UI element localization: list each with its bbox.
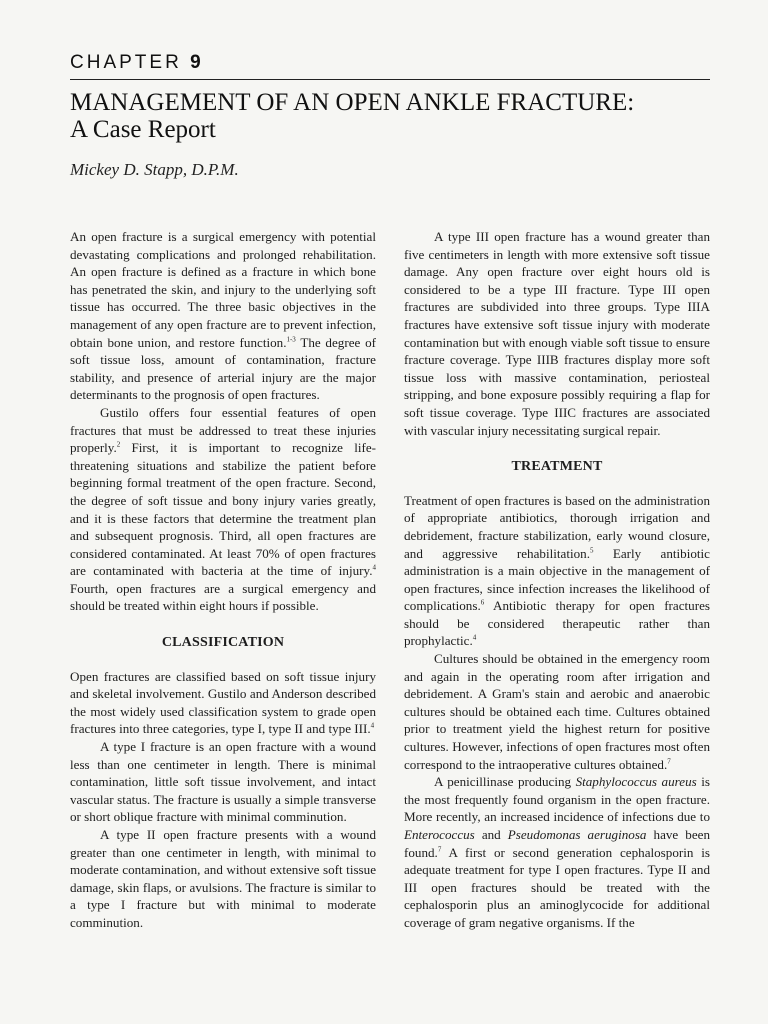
paragraph: Treatment of open fractures is based on the administration of appropriate antibiotics, thorough irrigation and debridement, fracture stabilization, early wound closure, and aggressive rehabilitation.$^5$ Early antibiotic administration is a main objective in the management of open fractures, since infection increases the likelihood of complications.$^6$ Antibiotic therapy for open fractures should be considered therapeutic rather than prophylactic.$^4$ [404,492,710,649]
author-byline: Mickey D. Stapp, D.P.M. [70,160,239,179]
organism-name: Enterococcus [404,827,475,842]
reference-marker: 2 [116,440,121,449]
reference-marker: 7 [437,845,442,854]
paragraph: Cultures should be obtained in the emergency room and again in the operating room after irrigation and debridement. A Gram's stain and aerobic and anaerobic cultures should be obtained each time. Cultures obtained prior to treatment yield the highest return for positive cultures. However, infections of open fractures most often correspond to the intraoperative cultures obtained.$^7$ [404,651,710,772]
section-heading-classification: CLASSIFICATION [161,635,285,651]
paragraph: Gustilo offers four essential features of open fractures that must be addressed to treat these injuries properly.$^2$ First, it is important to recognize life-threatening situations and stabilize the patient before beginning formal treatment of the open fracture. Second, the degree of soft tissue and bony injury varies greatly, and it is these factors that determine the treatment plan and subsequent prognosis. Third, all open fractures are considered contaminated. At least 70% of open fractures are contaminated with bacteria at the time of injury.$^4$ Fourth, open fractures are a surgical emergency and should be treated within eight hours if possible. [70,404,376,614]
article-title [70,89,710,143]
paragraph: A type I fracture is an open fracture with a wound less than one centimeter in length. There is minimal contamination, little soft tissue involvement, and intact vascular status. The fracture is usually a simple transverse or short oblique fracture with minimal comminution. [70,739,376,825]
reference-marker: 4 [472,634,477,643]
header-rule [70,79,710,80]
paragraph: A type II open fracture presents with a wound greater than one centimeter in length, with minimal to moderate contamination, and without extensive soft tissue damage, skin flaps, or avulsions. The fracture is similar to a type I fracture but with minimal to moderate comminution. [70,827,376,930]
reference-marker: 6 [480,598,485,607]
organism-name: Staphylococcus aureus [575,774,697,790]
title-line-2: A Case Report [70,116,216,143]
reference-marker: 7 [667,757,671,766]
reference-marker: 4 [370,722,375,731]
chapter-heading [70,52,204,74]
chapter-label: CHAPTER [70,52,182,73]
title-line-1: MANAGEMENT OF AN OPEN ANKLE FRACTURE: [70,89,635,116]
reference-marker: 1-3 [286,335,296,344]
reference-marker: 4 [372,563,376,572]
section-heading-treatment: TREATMENT [511,459,603,475]
reference-marker: 5 [589,546,594,555]
left-column [70,228,376,932]
organism-name: Pseudomonas aeruginosa [507,827,647,842]
paragraph: An open fracture is a surgical emergency with potential devastating complications and prolonged rehabilitation. An open fracture is defined as a fracture in which bone has penetrated the skin, and injury to the underlying soft tissue has occurred. The three basic objectives in the management of any open fracture are to prevent infection, obtain bone union, and restore function.$^{1-3}$ The degree of soft tissue loss, amount of contamination, fracture stability, and presence of arterial injury are the major determinants to the prognosis of open fractures. [70,229,376,403]
paragraph: Open fractures are classified based on soft tissue injury and skeletal involvement. Gustilo and Anderson described the most widely used classification system to grade open fractures into three categories, type I, type II and type III.$^4$ [70,668,376,737]
paragraph: A type III open fracture has a wound greater than five centimeters in length with more extensive soft tissue damage. Any open fracture over eight hours old is considered to be a type III fracture. Type III open fractures are subdivided into three groups. Type IIIA fractures have extensive soft tissue injury with moderate contamination but with enough viable soft tissue to ensure fracture coverage. Type IIIB fractures display more soft tissue loss with massive contamination, periosteal stripping, and bone exposure possibly requiring a flap for soft tissue coverage. Type IIIC fractures are associated with vascular injury necessitating surgical repair. [404,229,710,438]
paragraph: A penicillinase producing Staphylococcus aureus is the most frequently found organism in the open fracture. More recently, an increased incidence of infections due to Enterococcus and Pseudomonas aeruginosa have been found.$^7$ A first or second generation cephalosporin is adequate treatment for type I open fractures. Type II and III open fractures should be treated with the cephalosporin plus an aminoglycocide for additional coverage of gram negative organisms. If the [404,774,711,930]
right-column [404,228,710,932]
chapter-number: 9 [190,52,204,73]
